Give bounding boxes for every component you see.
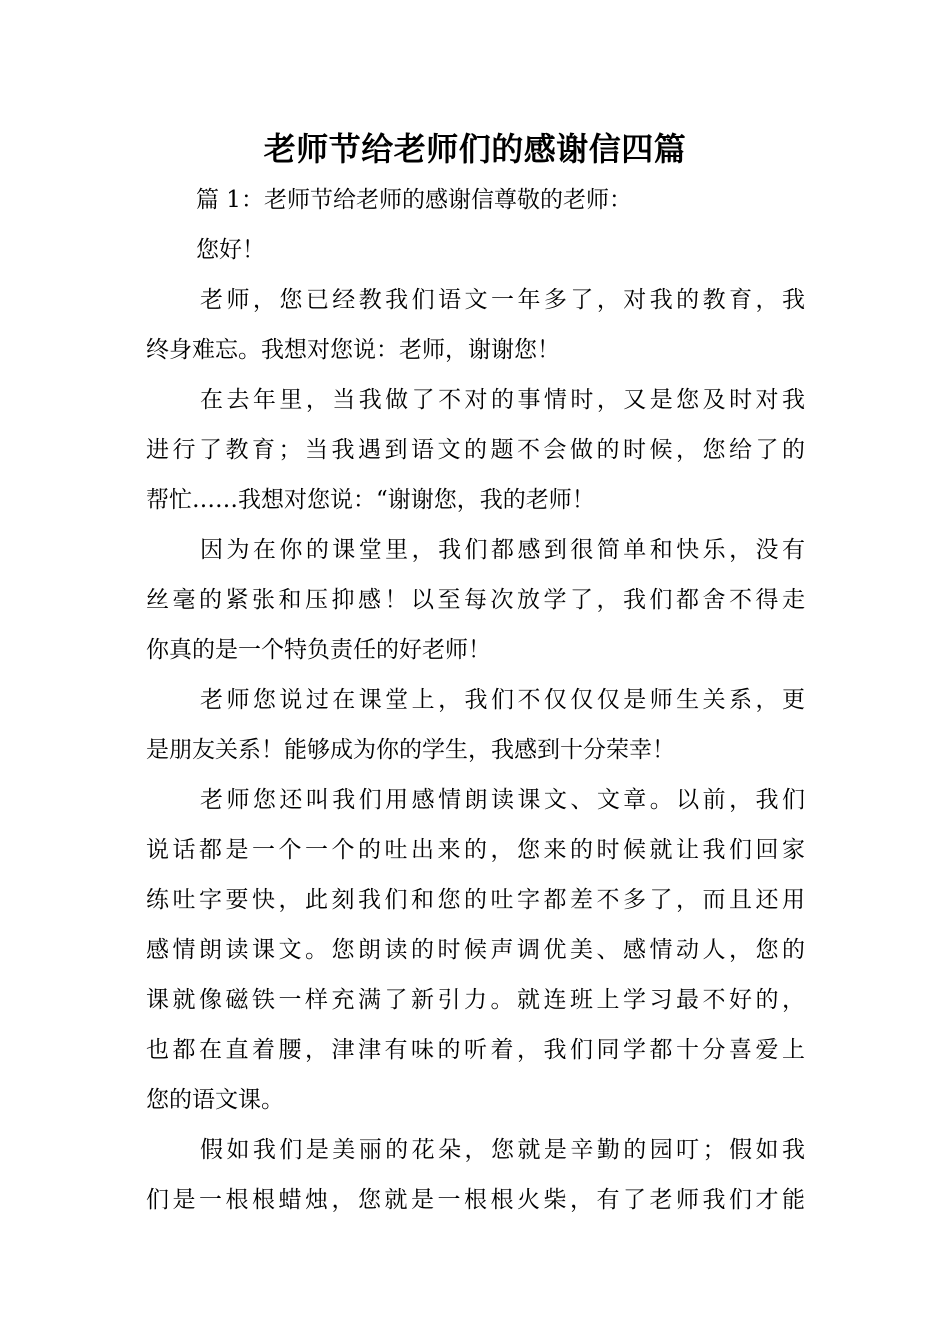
paragraph-line: 假如我们是美丽的花朵，您就是辛勤的园叮；假如我	[200, 1137, 805, 1163]
paragraph-line: 老师，您已经教我们语文一年多了，对我的教育，我	[200, 287, 805, 313]
paragraph-line: 是朋友关系！能够成为你的学生，我感到十分荣幸！	[146, 737, 675, 763]
paragraph-line: 进行了教育；当我遇到语文的题不会做的时候，您给了的	[146, 437, 805, 463]
paragraph-line: 因为在你的课堂里，我们都感到很简单和快乐，没有	[200, 537, 805, 563]
paragraph-line: 帮忙……我想对您说：“谢谢您，我的老师！	[146, 487, 595, 513]
paragraph-line: 也都在直着腰，津津有味的听着，我们同学都十分喜爱上	[146, 1037, 805, 1063]
greeting-line: 您好！	[196, 237, 265, 263]
paragraph-line: 老师您还叫我们用感情朗读课文、文章。以前，我们	[200, 787, 805, 813]
paragraph-line: 在去年里，当我做了不对的事情时，又是您及时对我	[200, 387, 805, 413]
paragraph-line: 说话都是一个一个的吐出来的，您来的时候就让我们回家	[146, 837, 805, 863]
paragraph-line: 终身难忘。我想对您说：老师，谢谢您！	[146, 337, 560, 363]
section-heading: 篇 1：老师节给老师的感谢信尊敬的老师：	[196, 187, 632, 213]
paragraph-line: 您的语文课。	[146, 1087, 284, 1113]
paragraph-line: 你真的是一个特负责任的好老师！	[146, 637, 491, 663]
paragraph-line: 课就像磁铁一样充满了新引力。就连班上学习最不好的，	[146, 987, 805, 1013]
paragraph-line: 练吐字要快，此刻我们和您的吐字都差不多了，而且还用	[146, 887, 805, 913]
paragraph-line: 感情朗读课文。您朗读的时候声调优美、感情动人，您的	[146, 937, 805, 963]
paragraph-line: 们是一根根蜡烛，您就是一根根火柴，有了老师我们才能	[146, 1187, 805, 1213]
paragraph-line: 老师您说过在课堂上，我们不仅仅仅是师生关系，更	[200, 687, 805, 713]
paragraph-line: 丝毫的紧张和压抑感！以至每次放学了，我们都舍不得走	[146, 587, 805, 613]
document-title: 老师节给老师们的感谢信四篇	[263, 130, 687, 168]
